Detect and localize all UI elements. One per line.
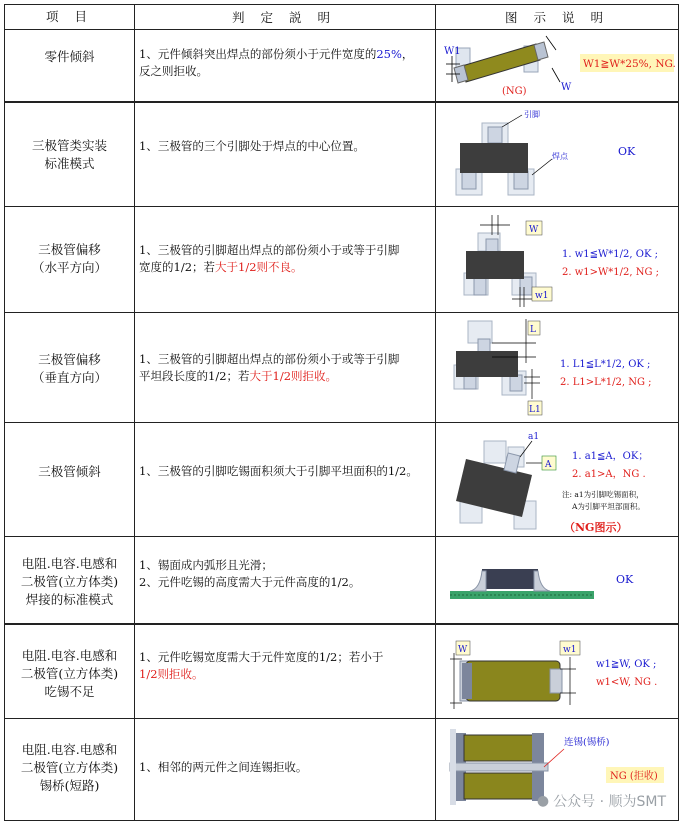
w-label: W [561,82,572,93]
row-criteria: 1、锡面成内弧形且光滑； 2、元件吃锡的高度需大于元件高度的1/2。 [139,558,361,589]
w1-label: w1 [563,645,577,655]
wechat-icon: ● [536,793,550,809]
a-label: A [545,460,552,470]
table-row [5,103,678,207]
transistor-tilt-diagram [436,423,678,536]
row-item: 三极管偏移 （垂直方向） [31,352,107,385]
transistor-vertical-shift-diagram [436,313,678,422]
watermark-text: 公众号 · 顺为SMT [553,794,666,810]
ok-label: OK [616,573,634,586]
row-criteria: 1、元件倾斜突出焊点的部份须小于元件宽度的25%， 反之则拒收。 [139,47,414,78]
table-row [5,313,678,423]
row-criteria: 1、相邻的两元件之间连锡拒收。 [139,760,308,774]
row-criteria: 1、元件吃锡宽度需大于元件宽度的1/2；若小于 1/2则拒收。 [139,650,384,681]
row-criteria: 1、三极管的引脚超出焊点的部份须小于或等于引脚 宽度的1/2；若大于1/2则不良。 [139,243,400,274]
row-diagram [436,103,678,206]
table-row [5,207,678,313]
w1-label: W1 [444,46,461,57]
rule-ng: w1<W, NG . [596,677,658,688]
row-criteria: 1、三极管的引脚吃锡面积须大于引脚平坦面积的1/2。 [139,464,418,478]
note-2: A为引脚平坦部面积。 [572,502,645,511]
table-row [5,625,678,719]
ng-label: NG (拒收) [610,771,658,782]
l1-label: L1 [529,405,541,415]
transistor-horizontal-shift-diagram [436,207,678,312]
rule-ng: 2. a1>A，NG . [572,469,646,480]
row-diagram [436,313,678,422]
row-item: 电阻.电容.电感和 二极管(立方体类) 锡桥(短路) [20,742,119,793]
rule-ok: 1. a1≦A，OK； [572,451,649,462]
inspection-table [4,4,679,821]
w-label: W [458,645,468,655]
chip-standard-diagram [436,537,678,623]
row-item: 三极管偏移 （水平方向） [31,242,107,275]
rule-ok: w1≧W, OK ; [596,659,657,670]
tilted-component-diagram [436,30,678,101]
w-label: W [529,225,539,235]
w1-label: w1 [535,291,549,301]
l-label: L [530,325,536,335]
row-item: 电阻.电容.电感和 二极管(立方体类) 焊接的标准模式 [20,556,119,607]
rule-ok: 1. L1≦L*1/2, OK ; [560,359,651,370]
a1-label: a1 [528,432,540,442]
row-item: 电阻.电容.电感和 二极管(立方体类) 吃锡不足 [20,648,119,699]
table-header [5,5,678,30]
row-diagram [436,625,678,718]
row-criteria: 1、三极管的引脚超出焊点的部份须小于或等于引脚 平坦段长度的1/2；若大于1/2则拒收。 [139,352,400,383]
table-row [5,30,678,103]
rule-ng: 2. L1>L*1/2, NG ; [560,377,652,388]
row-item: 三极管倾斜 [38,464,101,479]
insufficient-solder-diagram [436,625,678,717]
row-item: 零件倾斜 [44,49,95,64]
pad-label: 焊点 [552,152,568,161]
header-item: 项 目 [5,5,135,29]
row-diagram [436,423,678,536]
row-item: 三极管类实装 标准模式 [31,138,107,171]
ng-label: (NG) [502,86,527,97]
row-diagram [436,537,678,623]
table-row [5,423,678,537]
row-diagram [436,30,678,101]
rule-ng: 2. w1>W*1/2, NG ; [562,267,660,278]
row-diagram [436,207,678,312]
rule-ok: 1. w1≦W*1/2, OK ; [562,249,658,260]
rule-label: W1≧W*25%, NG. [583,58,676,70]
ok-label: OK [618,145,636,158]
watermark [537,791,666,811]
bridge-label: 连锡(锡桥) [564,737,610,748]
table-row [5,537,678,625]
header-diagram: 图 示 说 明 [505,10,609,25]
ng-caption: （NG图示） [564,521,628,534]
header-criteria: 判 定 説 明 [135,5,436,29]
row-criteria: 1、三极管的三个引脚处于焊点的中心位置。 [139,139,365,153]
note-1: 注: a1为引脚吃锡面积， [562,490,644,499]
transistor-standard-diagram [436,103,678,206]
pin-label: 引脚 [524,110,540,119]
